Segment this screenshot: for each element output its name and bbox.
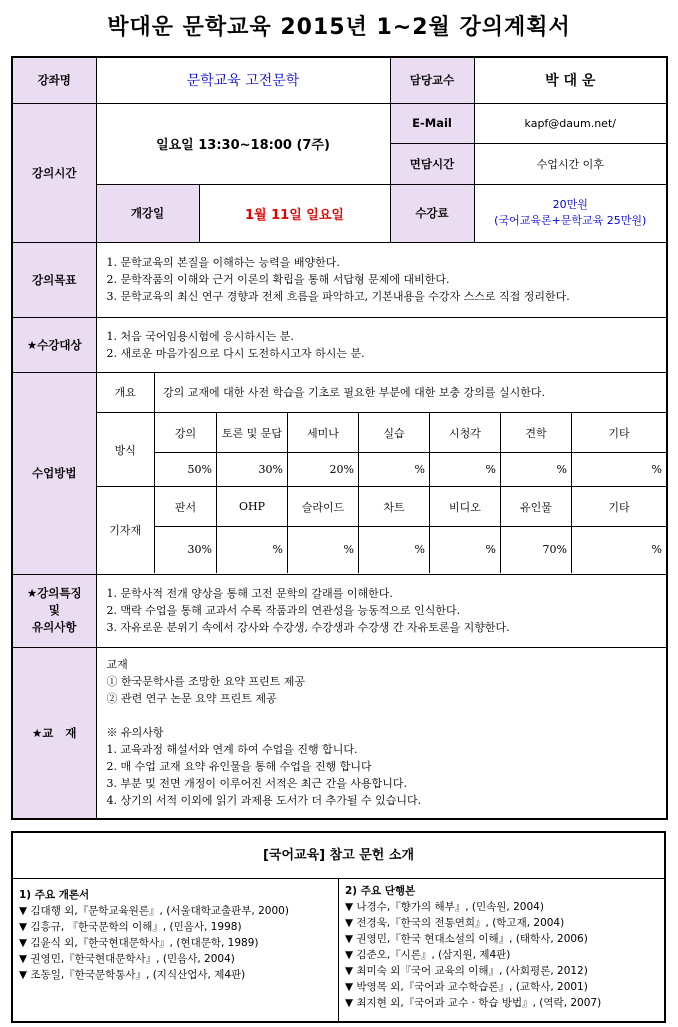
equip-header: 유인물 (501, 487, 572, 527)
email-label: E-Mail (390, 103, 474, 143)
office-hours-label: 면담시간 (390, 143, 474, 184)
equip-value: % (572, 527, 667, 573)
reference-item: ▼ 나경수,『향가의 해부』, (민속원, 2004) (345, 901, 544, 913)
equip-value: 30% (155, 527, 217, 573)
features-content (96, 574, 667, 647)
style-value: % (430, 453, 501, 487)
reference-item: ▼ 김대행 외,『문학교육원론』, (서울대학교출판부, 2000) (19, 905, 289, 917)
time-label: 강의시간 (12, 103, 96, 242)
equip-value: % (288, 527, 359, 573)
textbook-line: ※ 유의사항 (106, 726, 164, 740)
features-label (12, 574, 96, 647)
textbook-line: 1. 교육과정 해설서와 연계 하여 수업을 진행 합니다. (106, 743, 358, 757)
time-value: 일요일 13:30~18:00 (7주) (96, 103, 390, 184)
style-header: 토론 및 문답 (217, 413, 288, 453)
course-name: 문학교육 고전문학 (96, 57, 390, 103)
style-header: 시청각 (430, 413, 501, 453)
goal-line: 1. 문학교육의 본질을 이해하는 능력을 배양한다. (106, 256, 340, 269)
method-content (96, 372, 667, 574)
overview-label: 개요 (97, 373, 155, 413)
reference-item: ▼ 권영민,『한국현대문학사』, (민음사, 2004) (19, 953, 235, 965)
equip-header: 판서 (155, 487, 217, 527)
course-label: 강좌명 (12, 57, 96, 103)
equip-header: 슬라이드 (288, 487, 359, 527)
style-header: 강의 (155, 413, 217, 453)
style-value: % (501, 453, 572, 487)
professor-name: 박 대 운 (474, 57, 667, 103)
professor-label: 담당교수 (390, 57, 474, 103)
overview-text: 강의 교재에 대한 사전 학습을 기초로 필요한 부분에 대한 보충 강의를 실시한다. (155, 373, 667, 413)
reference-item: ▼ 김준오,『시론』, (삼지원, 제4판) (345, 949, 511, 961)
fee-line-1: 20만원 (552, 198, 588, 211)
reference-item: ▼ 전경욱,『한국의 전통연희』, (학고재, 2004) (345, 917, 565, 929)
style-label: 방식 (97, 413, 155, 487)
method-table (97, 373, 667, 573)
goal-label: 강의목표 (12, 242, 96, 317)
textbook-line: 2. 매 수업 교재 요약 유인물을 통해 수업을 진행 합니다 (106, 760, 372, 774)
target-content (96, 317, 667, 372)
syllabus-table (11, 56, 668, 820)
textbook-line: ① 한국문학사를 조망한 요약 프린트 제공 (106, 675, 305, 689)
references-left-title: 1) 주요 개론서 (19, 889, 90, 901)
equip-value: 70% (501, 527, 572, 573)
references-right-title: 2) 주요 단행본 (345, 885, 416, 897)
reference-item: ▼ 최미숙 외『국어 교육의 이해』, (사회평론, 2012) (345, 965, 588, 977)
office-hours-value: 수업시간 이후 (474, 143, 667, 184)
goal-line: 2. 문학작품의 이해와 근거 이론의 확립을 통해 서답형 문제에 대비한다. (106, 273, 450, 286)
style-header: 세미나 (288, 413, 359, 453)
reference-item: ▼ 김윤식 외,『한국현대문학사』, (현대문학, 1989) (19, 937, 259, 949)
textbook-line: 교재 (106, 658, 128, 672)
features-line: 2. 맥락 수업을 통해 교과서 수록 작품과의 연관성을 능동적으로 인식한다. (106, 604, 461, 617)
equip-header: 비디오 (430, 487, 501, 527)
features-line: 1. 문학사적 전개 양상을 통해 고전 문학의 갈래를 이해한다. (106, 587, 393, 600)
equip-label: 기자재 (97, 487, 155, 573)
fee-label: 수강료 (390, 184, 474, 242)
target-line: 2. 새로운 마음가짐으로 다시 도전하시고자 하시는 분. (106, 346, 365, 360)
reference-item: ▼ 조동일,『한국문학통사』, (지식산업사, 제4판) (19, 969, 246, 981)
style-header: 기타 (572, 413, 667, 453)
goal-line: 3. 문학교육의 최신 연구 경향과 전체 흐름을 파악하고, 기본내용을 수강자 스스로 직접 정리한다. (106, 290, 570, 303)
textbook-label: ★교 재 (12, 647, 96, 819)
style-value: 20% (288, 453, 359, 487)
start-date-value: 1월 11일 일요일 (199, 184, 390, 242)
equip-value: % (217, 527, 288, 573)
textbook-line: ② 관련 연구 논문 요약 프린트 제공 (106, 692, 277, 706)
goal-content (96, 242, 667, 317)
method-label: 수업방법 (12, 372, 96, 574)
reference-item: ▼ 최지현 외,『국어과 교수 · 학습 방법』, (역락, 2007) (345, 997, 602, 1009)
textbook-line: 3. 부분 및 전면 개정이 이루어진 서적은 최근 간을 사용합니다. (106, 777, 407, 791)
reference-item: ▼ 권영민,『한국 현대소설의 이해』, (태학사, 2006) (345, 933, 588, 945)
features-label-line: 유의사항 (32, 620, 77, 634)
features-label-line: 및 (48, 603, 60, 617)
reference-item: ▼ 김흥규, 『한국문학의 이해』, (민음사, 1998) (19, 921, 242, 933)
features-label-line: ★강의특징 (26, 586, 82, 600)
references-heading: [국어교육] 참고 문헌 소개 (13, 833, 664, 879)
fee-line-2: (국어교육론+문학교육 25만원) (494, 214, 647, 227)
target-line: 1. 처음 국어임용시험에 응시하시는 분. (106, 329, 294, 343)
style-value: % (359, 453, 430, 487)
textbook-spacer (107, 707, 657, 724)
start-date-label: 개강일 (96, 184, 199, 242)
references-left (13, 881, 338, 1021)
equip-header: OHP (217, 487, 288, 527)
textbook-line: 4. 상기의 서적 이외에 읽기 과제용 도서가 더 추가될 수 있습니다. (106, 794, 422, 808)
email-value: kapf@daum.net/ (474, 103, 667, 143)
features-line: 3. 자유로운 분위기 속에서 강사와 수강생, 수강생과 수강생 간 자유토론을 지향한다. (106, 621, 510, 634)
style-value: 30% (217, 453, 288, 487)
style-header: 실습 (359, 413, 430, 453)
style-header: 견학 (501, 413, 572, 453)
equip-value: % (430, 527, 501, 573)
references-right (339, 883, 666, 1021)
target-label: ★수강대상 (12, 317, 96, 372)
equip-header: 기타 (572, 487, 667, 527)
equip-header: 차트 (359, 487, 430, 527)
style-value: % (572, 453, 667, 487)
page-title: 박대운 문학교육 2015년 1~2월 강의계획서 (107, 15, 571, 40)
style-value: 50% (155, 453, 217, 487)
textbook-content (96, 647, 667, 819)
references-box (11, 831, 666, 1023)
reference-item: ▼ 박영목 외,『국어과 교수학습론』, (교학사, 2001) (345, 981, 588, 993)
fee-value (474, 184, 667, 242)
equip-value: % (359, 527, 430, 573)
